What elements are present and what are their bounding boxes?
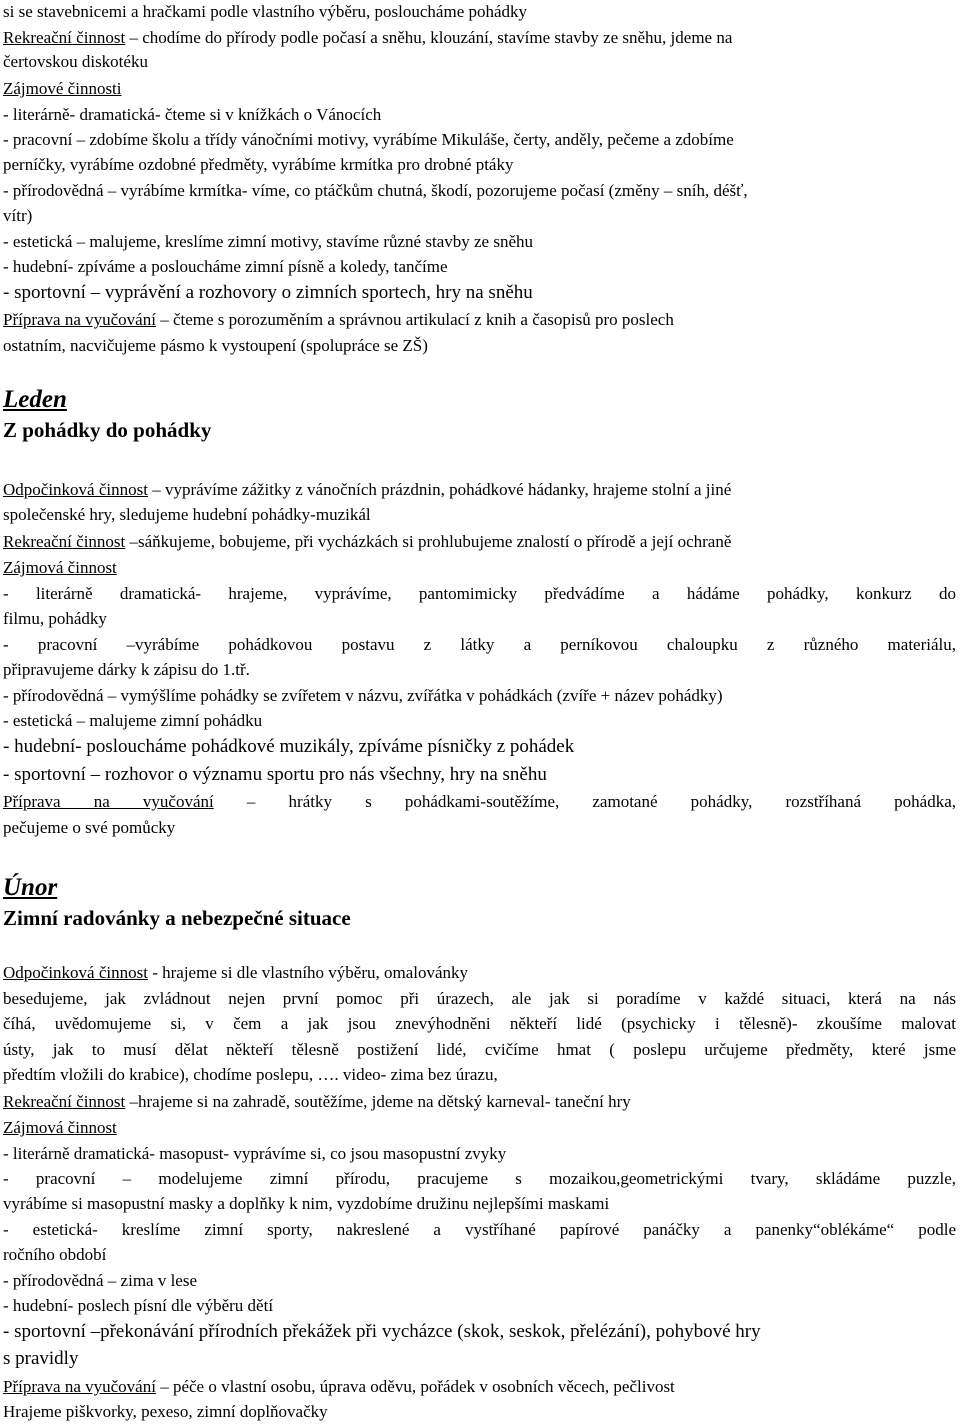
rekreacni-cinnost-text: –sáňkujeme, bobujeme, při vycházkách si prohlubujeme znalostí o přírodě a její ochraně (125, 532, 732, 551)
intro-rekreacni-line (3, 26, 956, 50)
unor-pracovni-1: - pracovní – modelujeme zimní přírodu, pracujeme s mozaikou,geometrickými tvary, skládáme puzzle, (3, 1169, 956, 1188)
theme-title-unor: Zimní radovánky a nebezpečné situace (3, 906, 351, 930)
priprava-text: – čteme s porozuměním a správnou artikulací z knih a časopisů pro poslech (155, 310, 674, 329)
leden-sportovni: - sportovní – rozhovor o významu sportu pro nás všechny, hry na sněhu (3, 764, 547, 785)
unor-priprava-line (3, 1375, 956, 1399)
intro-line-1: si se stavebnicemi a hračkami podle vlastního výběru, posloucháme pohádky (3, 2, 528, 21)
intro-literarni: - literárně- dramatická- čteme si v knížkách o Vánocích (3, 105, 382, 124)
intro-hudebni: - hudební- zpíváme a posloucháme zimní písně a koledy, tančíme (3, 257, 448, 276)
unor-literarni: - literárně dramatická- masopust- vyprávíme si, co jsou masopustní zvyky (3, 1144, 507, 1163)
rekreacni-cinnost-text: – chodíme do přírody podle počasí a sněhu, klouzání, stavíme stavby ze sněhu, jdeme na (125, 28, 733, 47)
leden-prirodovedna: - přírodovědná – vymýšlíme pohádky se zvířetem v názvu, zvířátka v pohádkách (zvíře + název pohádky) (3, 686, 723, 705)
leden-pracovni-2: připravujeme dárky k zápisu do 1.tř. (3, 660, 250, 679)
unor-esteticka-1: - estetická- kreslíme zimní sporty, nakreslené a vystříhané papírové panáčky a panenky“oblékáme“ podle (3, 1220, 956, 1239)
unor-hudebni: - hudební- poslech písní dle výběru dětí (3, 1296, 274, 1315)
intro-pracovni-1: - pracovní – zdobíme školu a třídy vánočními motivy, vyrábíme Mikuláše, čerty, anděly, pečeme a zdobíme (3, 130, 734, 149)
odpocinkova-cinnost-label: Odpočinková činnost (3, 963, 148, 982)
intro-sportovni: - sportovní – vyprávění a rozhovory o zimních sportech, hry na sněhu (3, 282, 533, 303)
intro-prirodovedna-1: - přírodovědná – vyrábíme krmítka- víme, co ptáčkům chutná, škodí, pozorujeme počasí (změny – sníh, déšť, (3, 181, 748, 200)
unor-beseda-3: ústy, jak to musí dělat někteří tělesně postižení lidé, cvičíme hmat ( poslepu určujeme předměty, které jsme (3, 1040, 956, 1059)
unor-prirodovedna: - přírodovědná – zima v lese (3, 1271, 198, 1290)
unor-sportovni-2: s pravidly (3, 1348, 79, 1369)
unor-sportovni-1: - sportovní –překonávání přírodních překážek při vycházce (skok, seskok, přelézání), pohybové hry (3, 1321, 761, 1342)
intro-pracovni-2: perníčky, vyrábíme ozdobné předměty, vyrábíme krmítka pro drobné ptáky (3, 155, 514, 174)
priprava-label: Příprava na vyučování (3, 1377, 156, 1396)
unor-beseda-2: číhá, uvědomujeme si, v čem a jak jsou znevýhodněni někteří lidé (psychicky i tělesně)- zkoušíme malovat (3, 1014, 956, 1033)
leden-odpocinkova-line (3, 478, 956, 502)
odpocinkova-cinnost-label: Odpočinková činnost (3, 480, 148, 499)
leden-literarni-2: filmu, pohádky (3, 609, 107, 628)
intro-esteticka: - estetická – malujeme, kreslíme zimní motivy, stavíme různé stavby ze sněhu (3, 232, 533, 251)
leden-priprava-line (3, 790, 956, 814)
leden-literarni-1: - literárně dramatická- hrajeme, vyprávíme, pantomimicky předvádíme a hádáme pohádky, konkurz do (3, 584, 956, 603)
leden-pracovni-1: - pracovní –vyrábíme pohádkovou postavu z látky a perníkovou chaloupku z různého materiálu, (3, 635, 956, 654)
leden-hudebni: - hudební- posloucháme pohádkové muzikály, zpíváme písničky z pohádek (3, 736, 575, 757)
leden-zajmova-label: Zájmová činnost (3, 558, 117, 577)
priprava-text: – péče o vlastní osobu, úprava oděvu, pořádek v osobních věcech, pečlivost (155, 1377, 675, 1396)
unor-last-line: Hrajeme piškvorky, pexeso, zimní doplňovačky (3, 1402, 328, 1421)
unor-pracovni-2: vyrábíme si masopustní masky a doplňky k nim, vyzdobíme družinu nejlepšími maskami (3, 1194, 610, 1213)
theme-title-leden: Z pohádky do pohádky (3, 418, 212, 442)
unor-rekreacni-line (3, 1090, 956, 1114)
leden-esteticka: - estetická – malujeme zimní pohádku (3, 711, 263, 730)
leden-rekreacni-line (3, 530, 956, 554)
leden-odpocinkova-cont: společenské hry, sledujeme hudební pohádky-muzikál (3, 505, 371, 524)
priprava-label: Příprava na vyučování (3, 792, 214, 811)
intro-rekreacni-cont: čertovskou diskotéku (3, 52, 148, 71)
unor-zajmova-label: Zájmová činnost (3, 1118, 117, 1137)
month-heading-leden: Leden (3, 386, 67, 413)
rekreacni-cinnost-label: Rekreační činnost (3, 532, 126, 551)
month-heading-unor: Únor (3, 874, 58, 901)
intro-priprava-cont: ostatním, nacvičujeme pásmo k vystoupení (spolupráce se ZŠ) (3, 336, 428, 355)
unor-odpocinkova-line (3, 961, 956, 985)
odpocinkova-cinnost-text: - hrajeme si dle vlastního výběru, omalovánky (147, 963, 469, 982)
intro-prirodovedna-2: vítr) (3, 206, 33, 225)
odpocinkova-cinnost-text: – vyprávíme zážitky z vánočních prázdnin, pohádkové hádanky, hrajeme stolní a jiné (147, 480, 732, 499)
intro-zajmove-label: Zájmové činnosti (3, 79, 122, 98)
priprava-label: Příprava na vyučování (3, 310, 156, 329)
intro-priprava-line (3, 308, 956, 332)
unor-esteticka-2: ročního období (3, 1245, 107, 1264)
rekreacni-cinnost-label: Rekreační činnost (3, 28, 126, 47)
rekreacni-cinnost-text: –hrajeme si na zahradě, soutěžíme, jdeme na dětský karneval- taneční hry (125, 1092, 631, 1111)
priprava-text: – hrátky s pohádkami-soutěžíme, zamotané pohádky, rozstříhaná pohádka, (213, 792, 956, 811)
rekreacni-cinnost-label: Rekreační činnost (3, 1092, 126, 1111)
leden-priprava-cont: pečujeme o své pomůcky (3, 818, 176, 837)
unor-beseda-4: předtím vložili do krabice), chodíme poslepu, …. video- zima bez úrazu, (3, 1065, 498, 1084)
unor-beseda-1: besedujeme, jak zvládnout nejen první pomoc při úrazech, ale jak si poradíme v každé situaci, která na nás (3, 989, 956, 1008)
